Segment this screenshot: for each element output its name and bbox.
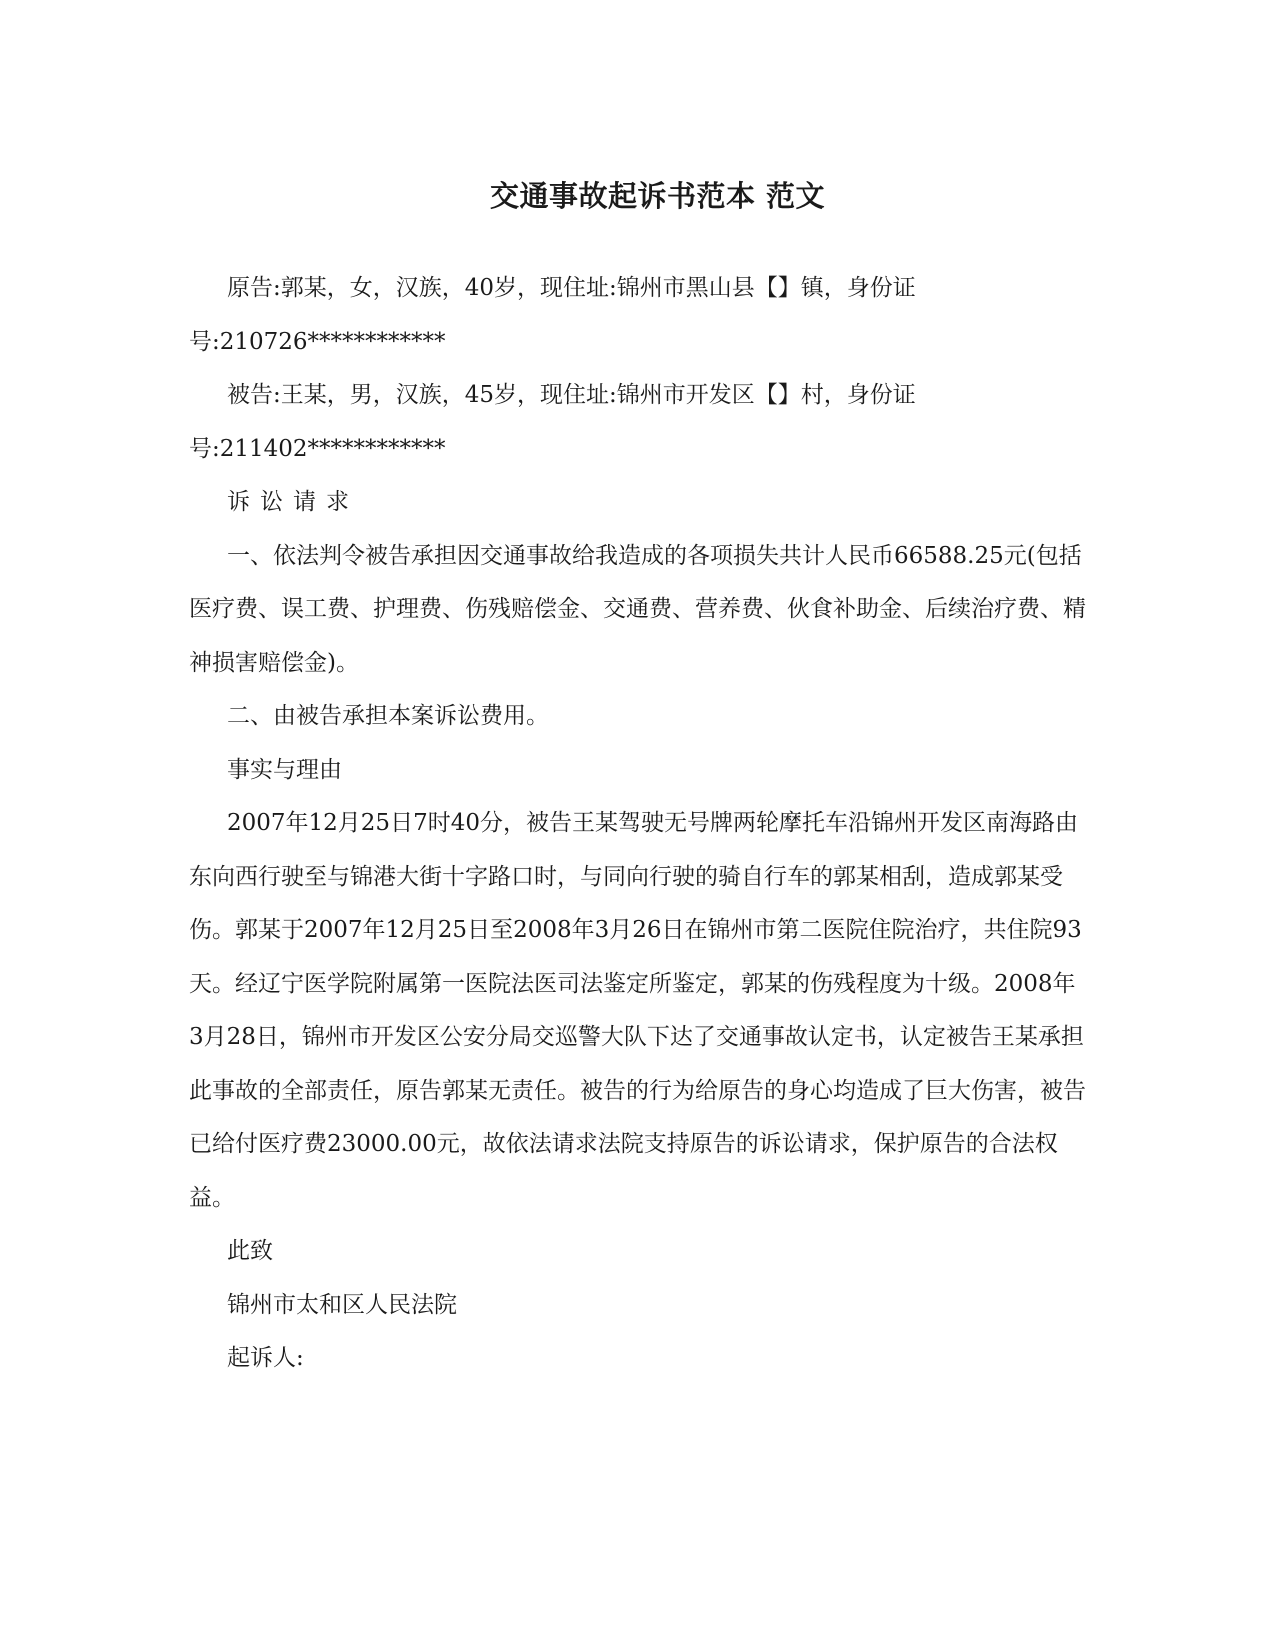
court-name: 锦州市太和区人民法院 xyxy=(227,1291,457,1318)
document-title: 交通事故起诉书范本 范文 xyxy=(489,179,826,213)
claims-heading: 诉讼请求 xyxy=(227,489,359,515)
defendant-line: 被告:王某，男，汉族，45岁，现住址:锦州市开发区【】村，身份证 xyxy=(227,382,916,408)
facts-paragraph: 2007年12月25日7时40分，被告王某驾驶无号牌两轮摩托车沿锦州开发区南海路由东向西行驶至与锦港大街十字路口时，与同向行驶的骑自行车的郭某相刮，造成郭某受伤。郭某于2007年12月25日至2008年3月26日在锦州市第二医院住院治疗，共住院93天。经辽宁医学院附属第一医院法医司法鉴定所鉴定，郭某的伤残程度为十级。2008年3月28日，锦州市开发区公安分局交巡警大队下达了交通事故认定书，认定被告王某承担此事故的全部责任，原告郭某无责任。被告的行为给原告的身心均造成了巨大伤害，被告已给付医疗费23000.00元，故依法请求法院支持原告的诉讼请求，保护原告的合法权益。 xyxy=(189,810,1086,1211)
closing-line: 此致 xyxy=(227,1238,273,1264)
facts-heading: 事实与理由 xyxy=(227,756,342,783)
plaintiff-line: 原告:郭某，女，汉族，40岁，现住址:锦州市黑山县【】镇，身份证 xyxy=(227,275,916,301)
defendant-id-line: 号:211402************ xyxy=(189,435,446,462)
claim-1: 一、依法判令被告承担因交通事故给我造成的各项损失共计人民币66588.25元(包括医疗费、误工费、护理费、伤残赔偿金、交通费、营养费、伙食补助金、后续治疗费、精神损害赔偿金)。 xyxy=(189,542,1086,676)
claim-2: 二、由被告承担本案诉讼费用。 xyxy=(227,703,549,729)
document-body xyxy=(189,262,1089,1386)
plaintiff-id-line: 号:210726************ xyxy=(189,328,446,355)
signatory-line: 起诉人: xyxy=(227,1345,304,1371)
